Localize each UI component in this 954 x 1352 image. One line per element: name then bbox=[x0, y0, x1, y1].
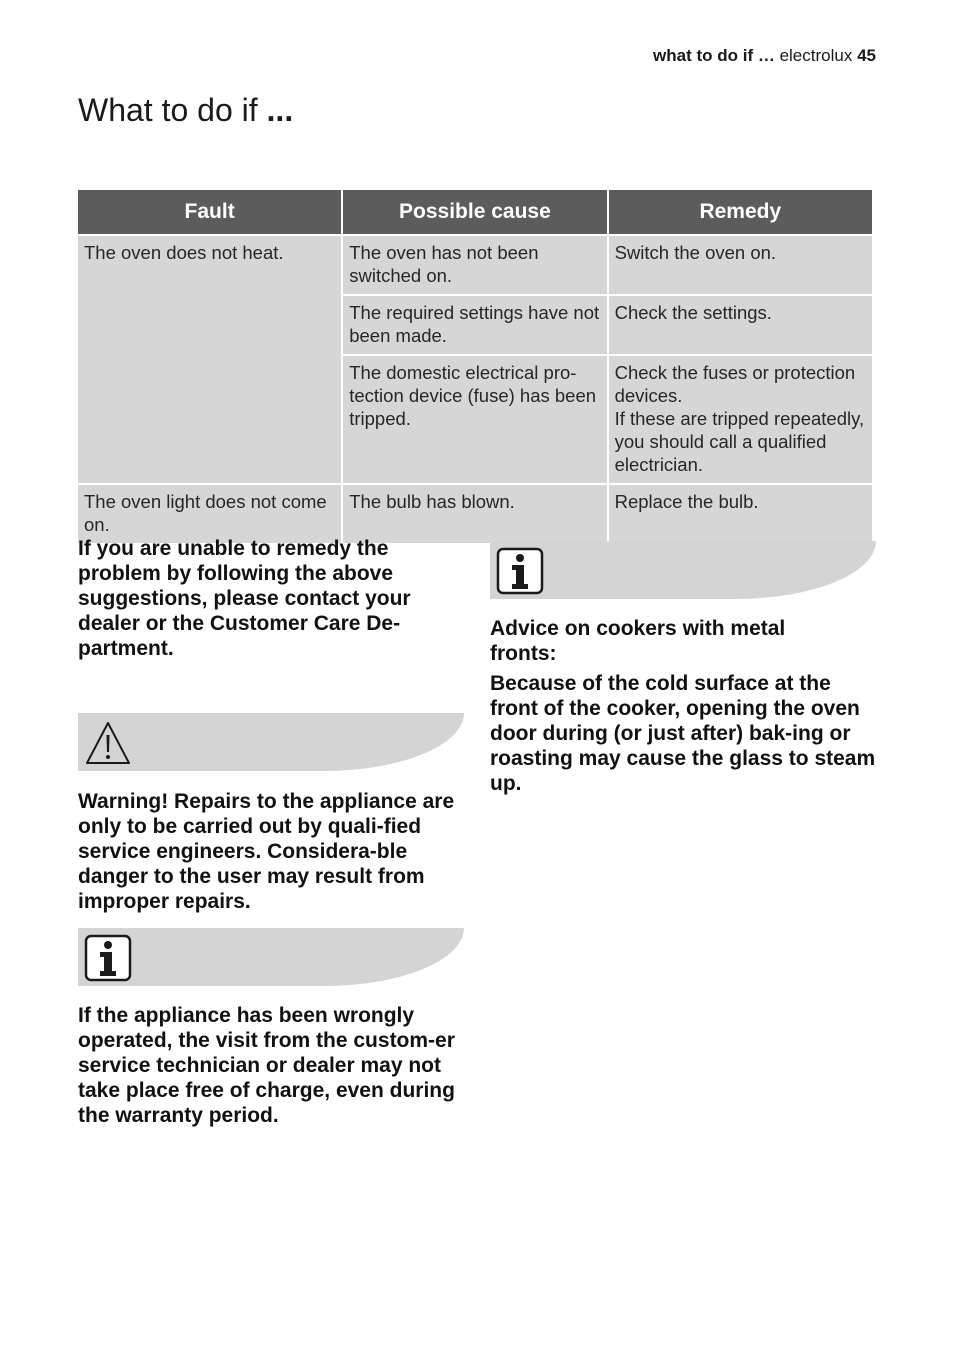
cause-cell: The oven has not been switched on. bbox=[343, 236, 606, 294]
info-bar-metal bbox=[490, 541, 876, 599]
fault-table bbox=[76, 188, 874, 545]
warning-text: Warning! Repairs to the appliance are only to be carried out by quali-fied service engineers. Considera-ble danger to the user may result from improper repairs. bbox=[78, 790, 455, 913]
running-header bbox=[653, 46, 876, 66]
table-header-row bbox=[78, 190, 872, 234]
info-icon bbox=[84, 934, 132, 982]
contact-note: If you are unable to remedy the problem by following the above suggestions, please contact your dealer or the Customer Care De-partment. bbox=[78, 537, 411, 660]
cause-cell: The required settings have not been made. bbox=[343, 296, 606, 354]
remedy-cell: Check the settings. bbox=[609, 296, 872, 354]
table-row bbox=[78, 236, 872, 294]
info-bar-charge bbox=[78, 928, 464, 986]
page-title-dots: ... bbox=[266, 92, 294, 128]
fault-cell: The oven light does not come on. bbox=[78, 485, 341, 543]
page-title-text: What to do if bbox=[78, 92, 258, 128]
warning-triangle-icon bbox=[84, 719, 132, 767]
header-section: what to do if … bbox=[653, 46, 775, 65]
remedy-cell: Replace the bulb. bbox=[609, 485, 872, 543]
table-row bbox=[78, 485, 872, 543]
remedy-line: Check the fuses or protection devices. bbox=[614, 362, 856, 406]
info-icon bbox=[496, 547, 544, 595]
remedy-cell bbox=[609, 356, 872, 483]
fault-cell: The oven does not heat. bbox=[78, 236, 341, 483]
page-title bbox=[78, 92, 293, 129]
column-header-cause: Possible cause bbox=[343, 190, 606, 234]
page-number: 45 bbox=[857, 46, 876, 65]
column-header-fault: Fault bbox=[78, 190, 341, 234]
warning-bar bbox=[78, 713, 464, 771]
info-charge-text: If the appliance has been wrongly operated, the visit from the custom-er service technician or dealer may not take place free of charge, even during the warranty period. bbox=[78, 1004, 455, 1127]
cause-cell: The domestic electrical pro-tection device (fuse) has been tripped. bbox=[343, 356, 606, 483]
cause-cell: The bulb has blown. bbox=[343, 485, 606, 543]
remedy-line: If these are tripped repeatedly, you should call a qualified electrician. bbox=[614, 408, 865, 475]
info-metal-text: Because of the cold surface at the front of the cooker, opening the oven door during (or just after) bak-ing or roasting may cause the glass to steam up. bbox=[490, 672, 876, 795]
header-brand: electrolux bbox=[779, 46, 853, 65]
info-metal-heading: Advice on cookers with metal fronts: bbox=[490, 617, 786, 665]
remedy-cell: Switch the oven on. bbox=[609, 236, 872, 294]
column-header-remedy: Remedy bbox=[609, 190, 872, 234]
